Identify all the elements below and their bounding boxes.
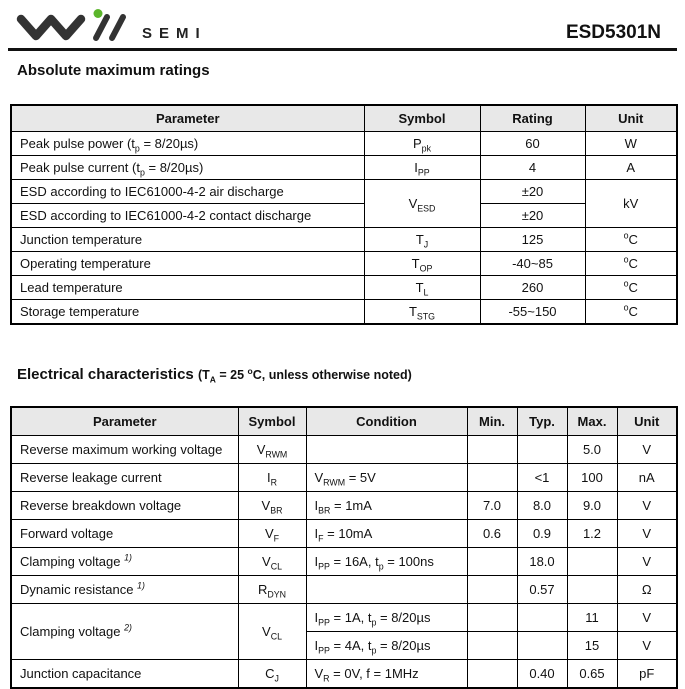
electrical-characteristics-row-cell-typ [517, 632, 567, 660]
electrical-characteristics-row-cell-symbol: $V_{CL}$ [238, 548, 306, 576]
electrical-characteristics-row-cell-min [467, 576, 517, 604]
electrical-characteristics-row-cell-min: 0.6 [467, 520, 517, 548]
absolute-maximum-row-cell-symbol: $T_{STG}$ [364, 300, 480, 325]
willsemi-logo [14, 7, 207, 45]
electrical-characteristics-row [11, 660, 677, 689]
electrical-characteristics-row-cell-typ: 8.0 [517, 492, 567, 520]
electrical-characteristics-row-cell-condition: $V_R = 0V$, f = 1MHz [306, 660, 467, 689]
electrical-characteristics-row-cell-unit: V [617, 520, 677, 548]
absolute-maximum-row-cell-parameter: Storage temperature [11, 300, 364, 325]
electrical-characteristics-row [11, 520, 677, 548]
electrical-characteristics-row-cell-condition: $I_F = 10mA$ [306, 520, 467, 548]
electrical-characteristics-row-cell-typ: 0.40 [517, 660, 567, 689]
electrical-characteristics-row-cell-unit: V [617, 632, 677, 660]
absolute-maximum-row-cell-parameter: ESD according to IEC61000-4-2 air discharge [11, 180, 364, 204]
electrical-characteristics-row-cell-parameter: Clamping voltage $^{2)}$ [11, 604, 238, 660]
electrical-characteristics-row-cell-max: 5.0 [567, 436, 617, 464]
electrical-characteristics-row [11, 548, 677, 576]
electrical-characteristics-table [10, 406, 678, 689]
electrical-characteristics-row-cell-typ: 18.0 [517, 548, 567, 576]
electrical-characteristics-row-cell-min [467, 660, 517, 689]
electrical-characteristics-row-cell-condition: $I_{BR} = 1mA$ [306, 492, 467, 520]
electrical-characteristics-row-cell-symbol: $V_{RWM}$ [238, 436, 306, 464]
absolute-maximum-row-cell-symbol: $T_J$ [364, 228, 480, 252]
electrical-characteristics-row-cell-parameter: Reverse leakage current [11, 464, 238, 492]
electrical-characteristics-row-cell-typ: <1 [517, 464, 567, 492]
absolute-maximum-row-cell-symbol: $T_L$ [364, 276, 480, 300]
absolute-maximum-row-cell-unit: kV [585, 180, 677, 228]
table-head [11, 105, 677, 132]
absolute-maximum-row-cell-parameter: Peak pulse power $(t_p = 8/20\mu s)$ [11, 132, 364, 156]
electrical-characteristics-row-cell-symbol: $V_{BR}$ [238, 492, 306, 520]
column-header-typ: Typ. [517, 407, 567, 436]
electrical-characteristics-row-cell-unit: V [617, 436, 677, 464]
absolute-maximum-row-cell-rating: 260 [480, 276, 585, 300]
electrical-characteristics-row [11, 576, 677, 604]
header-row [11, 407, 677, 436]
column-header-rating: Rating [480, 105, 585, 132]
electrical-characteristics-row-cell-symbol: $R_{DYN}$ [238, 576, 306, 604]
electrical-title-note: ($T_A = 25$ $^o$C, unless otherwise noted) [197, 365, 412, 385]
electrical-characteristics-row-cell-max [567, 576, 617, 604]
table-body [11, 132, 677, 325]
column-header-parameter: Parameter [11, 105, 364, 132]
absolute-maximum-row-cell-rating: 4 [480, 156, 585, 180]
electrical-title-text: Electrical characteristics [17, 366, 194, 383]
absolute-maximum-row-cell-unit: $^o$C [585, 300, 677, 325]
logo-semi-text: SEMI [142, 25, 207, 42]
electrical-characteristics-row-cell-condition: $V_{RWM} = 5V$ [306, 464, 467, 492]
electrical-characteristics-row-cell-min [467, 464, 517, 492]
electrical-characteristics-row-cell-parameter: Reverse maximum working voltage [11, 436, 238, 464]
electrical-characteristics-row-cell-condition: $I_{PP} = 1A$, $t_p = 8/20\mu s$ [306, 604, 467, 632]
electrical-characteristics-row [11, 464, 677, 492]
section-title-electrical-characteristics [17, 366, 685, 383]
electrical-characteristics-row-cell-condition: $I_{PP} = 4A$, $t_p = 8/20\mu s$ [306, 632, 467, 660]
absolute-maximum-row-cell-parameter: Lead temperature [11, 276, 364, 300]
electrical-characteristics-row-cell-max: 11 [567, 604, 617, 632]
absolute-maximum-row [11, 276, 677, 300]
absolute-maximum-row-cell-unit: $^o$C [585, 228, 677, 252]
electrical-characteristics-row-cell-unit: V [617, 548, 677, 576]
column-header-condition: Condition [306, 407, 467, 436]
electrical-characteristics-row-cell-min [467, 632, 517, 660]
absolute-maximum-row-cell-unit: A [585, 156, 677, 180]
absolute-maximum-row-cell-symbol: $T_{OP}$ [364, 252, 480, 276]
header-rule [8, 48, 677, 51]
absolute-maximum-row-cell-symbol: $V_{ESD}$ [364, 180, 480, 228]
column-header-symbol: Symbol [238, 407, 306, 436]
electrical-characteristics-row-cell-typ [517, 436, 567, 464]
absolute-maximum-row-cell-unit: $^o$C [585, 276, 677, 300]
electrical-characteristics-row-cell-min [467, 604, 517, 632]
column-header-max: Max. [567, 407, 617, 436]
absolute-maximum-row-cell-rating: 60 [480, 132, 585, 156]
electrical-characteristics-row-cell-condition [306, 436, 467, 464]
absolute-maximum-row-cell-rating: ±20 [480, 204, 585, 228]
absolute-maximum-row-cell-symbol: $I_{PP}$ [364, 156, 480, 180]
electrical-characteristics-row-cell-symbol: $V_F$ [238, 520, 306, 548]
electrical-characteristics-row-cell-unit: pF [617, 660, 677, 689]
electrical-characteristics-row-cell-parameter: Dynamic resistance $^{1)}$ [11, 576, 238, 604]
electrical-characteristics-row-cell-max: 15 [567, 632, 617, 660]
absolute-maximum-row [11, 156, 677, 180]
column-header-unit: Unit [617, 407, 677, 436]
electrical-characteristics-row-cell-typ: 0.9 [517, 520, 567, 548]
absolute-maximum-row [11, 204, 677, 228]
column-header-unit: Unit [585, 105, 677, 132]
electrical-characteristics-row-cell-condition [306, 576, 467, 604]
electrical-characteristics-row [11, 436, 677, 464]
absolute-maximum-row-cell-symbol: $P_{pk}$ [364, 132, 480, 156]
absolute-maximum-row-cell-rating: ±20 [480, 180, 585, 204]
electrical-characteristics-row-cell-min [467, 436, 517, 464]
absolute-maximum-row [11, 180, 677, 204]
absolute-maximum-row-cell-rating: 125 [480, 228, 585, 252]
electrical-characteristics-row-cell-min [467, 548, 517, 576]
header-row [11, 105, 677, 132]
electrical-characteristics-row-cell-symbol: $C_J$ [238, 660, 306, 689]
electrical-characteristics-row-cell-max: 100 [567, 464, 617, 492]
column-header-parameter: Parameter [11, 407, 238, 436]
absolute-maximum-row [11, 252, 677, 276]
absolute-maximum-row-cell-parameter: ESD according to IEC61000-4-2 contact discharge [11, 204, 364, 228]
electrical-characteristics-row-cell-symbol: $I_R$ [238, 464, 306, 492]
electrical-characteristics-row-cell-parameter: Clamping voltage $^{1)}$ [11, 548, 238, 576]
page-header [0, 0, 685, 45]
electrical-characteristics-row-cell-max [567, 548, 617, 576]
table-head [11, 407, 677, 436]
electrical-characteristics-row-cell-max: 1.2 [567, 520, 617, 548]
absolute-maximum-row-cell-parameter: Peak pulse current $(t_p = 8/20\mu s)$ [11, 156, 364, 180]
electrical-characteristics-row [11, 604, 677, 632]
table-body [11, 436, 677, 689]
absolute-maximum-row [11, 300, 677, 325]
electrical-characteristics-row-cell-min: 7.0 [467, 492, 517, 520]
section-title-absolute-maximum: Absolute maximum ratings [17, 62, 210, 79]
electrical-characteristics-row-cell-parameter: Forward voltage [11, 520, 238, 548]
absolute-maximum-row-cell-unit: W [585, 132, 677, 156]
electrical-characteristics-row-cell-typ: 0.57 [517, 576, 567, 604]
electrical-characteristics-row-cell-typ [517, 604, 567, 632]
electrical-characteristics-row-cell-max: 9.0 [567, 492, 617, 520]
column-header-symbol: Symbol [364, 105, 480, 132]
electrical-characteristics-row-cell-unit: V [617, 604, 677, 632]
absolute-maximum-row-cell-rating: -55~150 [480, 300, 585, 325]
electrical-characteristics-row-cell-max: 0.65 [567, 660, 617, 689]
absolute-maximum-row-cell-unit: $^o$C [585, 252, 677, 276]
electrical-characteristics-row-cell-unit: Ω [617, 576, 677, 604]
absolute-maximum-row-cell-rating: -40~85 [480, 252, 585, 276]
column-header-min: Min. [467, 407, 517, 436]
electrical-characteristics-row-cell-symbol: $V_{CL}$ [238, 604, 306, 660]
willsemi-logo-mark-icon [14, 7, 132, 45]
absolute-maximum-row-cell-parameter: Operating temperature [11, 252, 364, 276]
electrical-characteristics-row-cell-unit: V [617, 492, 677, 520]
part-number: ESD5301N [565, 22, 661, 43]
absolute-maximum-ratings-table [10, 104, 678, 325]
electrical-characteristics-row [11, 492, 677, 520]
absolute-maximum-row [11, 228, 677, 252]
electrical-characteristics-row-cell-unit: nA [617, 464, 677, 492]
absolute-maximum-row [11, 132, 677, 156]
electrical-characteristics-row-cell-condition: $I_{PP} = 16A$, $t_p = 100ns$ [306, 548, 467, 576]
absolute-maximum-row-cell-parameter: Junction temperature [11, 228, 364, 252]
electrical-characteristics-row-cell-parameter: Reverse breakdown voltage [11, 492, 238, 520]
electrical-characteristics-row-cell-parameter: Junction capacitance [11, 660, 238, 689]
